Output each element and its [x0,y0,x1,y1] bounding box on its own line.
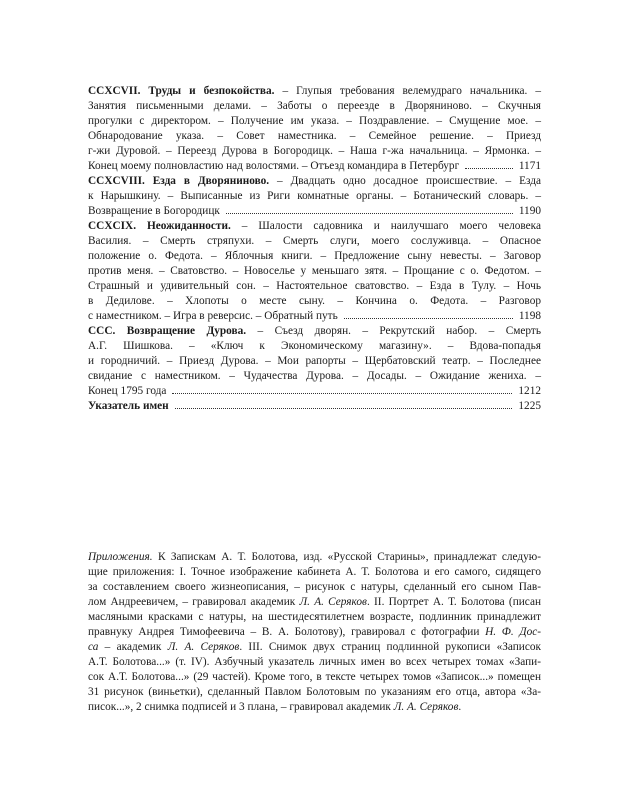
toc-line: – Шалости садовника и наилучшаго моего человека [230,220,541,232]
toc-line: положение о. Федота. – Яблочныя книги. – Предложение сыну невесты. – Заговор [88,250,541,262]
toc-entry-ccxcvii [88,84,541,174]
toc-line: в Дедилове. – Хлопоты о месте сыну. – Кончина о. Федота. – Разговор [88,295,541,307]
toc-line: – Двадцать одно досадное происшествие. – Езда [269,175,541,187]
toc-line: Конец моему полновластию над волостями. – Отъезд командира в Петербург [88,160,460,172]
toc-line: свидание с наместником. – Чудачества Дурова. – Досады. – Ожидание жениха. – [88,370,541,382]
toc-line: Василия. – Смерть стряпухи. – Смерть слуги, моего сослуживца. – Опасное [88,235,541,247]
page-number: 1171 [518,160,541,172]
page-number: 1212 [518,385,541,397]
appendix-text: – академик [98,641,168,653]
appendix-text: правнуку Андрея Тимофеевича – В. А. Болотову), гравировал с фотографии [88,626,486,638]
appendix-text: . III. Снимок двух страниц подлинной рукописи «Записок [239,641,541,653]
page-number: 1225 [518,400,541,412]
table-of-contents [88,84,541,414]
appendix-label: Приложения. [88,551,153,563]
appendix-text: писок...», 2 снимка подписей и 3 плана, – гравировал академик [88,701,394,713]
dot-leader [172,393,512,394]
toc-entry-ccxcix [88,219,541,324]
toc-line: прогулки с директором. – Получение им указа. – Поздравление. – Смущение мое. – [88,115,541,127]
toc-heading: CCXCIX. Неожиданности. [88,220,231,232]
toc-entry-ccxcviii [88,174,541,219]
toc-line: Занятия письменными делами. – Заботы о переезде в Дворяниново. – Скучныя [88,100,541,112]
appendix-text: за составлением своего жизнеописания, – рисунок с натуры, сделанный его сыном Пав- [88,581,541,593]
dot-leader [465,168,513,169]
appendix-text: К Запискам А. Т. Болотова, изд. «Русской Старины», принадлежат следую- [152,551,541,563]
dot-leader [226,213,513,214]
toc-heading: Указатель имен [88,400,169,412]
page-number: 1198 [518,310,541,322]
toc-line: Страшный и удивительный сон. – Настоятельное сватовство. – Езда в Тулу. – Ночь [88,280,541,292]
toc-line: Конец 1795 года [88,385,167,397]
toc-line: с наместником. – Игра в реверсис. – Обратный путь [88,310,338,322]
engraver-name: Л. А. Серяков [393,701,459,713]
appendix-text: сок А.Т. Болотова...» (29 частей). Кроме того, в тексте четырех томов «Записок...» помещен [88,671,541,683]
toc-entry-index [88,399,541,414]
toc-heading: CCC. Возвращение Дурова. [88,325,247,337]
photographer-name-cont: са [88,641,99,653]
toc-line: А.Г. Шишкова. – «Ключ к Экономическому магазину». – Вдова-попадья [88,340,541,352]
appendix-text: . [458,701,462,713]
toc-line: Обнародование указа. – Совет наместника. – Семейное решение. – Приезд [88,130,541,142]
toc-heading: CCXCVII. Труды и безпокойства. [88,85,275,97]
appendix-note [88,550,541,715]
appendix-text: масляными красками с натуры, на шестидесятилетнем возрасте, подлинник принадлежит [88,611,541,623]
appendix-text: лом Андреевичем, – гравировал академик [88,596,300,608]
toc-line: г-жи Дуровой. – Переезд Дурова в Богородицк. – Наша г-жа начальница. – Ярмонка. – [88,145,541,157]
appendix-text: щие приложения: I. Точное изображение кабинета А. Т. Болотова и его самого, сидящего [88,566,541,578]
appendix-text: 31 рисунок (виньетки), сделанный Павлом Болотовым по указаниям его отца, автора «За- [88,686,541,698]
engraver-name: Л. А. Серяков [299,596,367,608]
appendix-text: А.Т. Болотова...» (т. IV). Азбучный указатель личных имен во всех четырех томах «Запи- [88,656,541,668]
appendix-text: . II. Портрет А. Т. Болотова (писан [366,596,541,608]
toc-line: к Нарышкину. – Выписанные из Риги комнатные органы. – Ботанический словарь. – [88,190,541,202]
toc-line: – Съезд дворян. – Рекрутский набор. – Смерть [246,325,541,337]
dot-leader [175,408,513,409]
engraver-name: Л. А. Серяков [167,641,240,653]
toc-heading: CCXCVIII. Езда в Дворяниново. [88,175,270,187]
photographer-name: Н. Ф. Дос- [485,626,541,638]
toc-line: против меня. – Сватовство. – Новоселье у меньшаго зятя. – Прощание с о. Федотом. – [88,265,541,277]
dot-leader [344,318,513,319]
toc-entry-ccc [88,324,541,399]
toc-line: Возвращение в Богородицк [88,205,220,217]
page-number: 1190 [518,205,541,217]
toc-line: и городничий. – Приезд Дурова. – Мои рапорты – Щербатовский театр. – Последнее [88,355,541,367]
toc-line: – Глупыя требования велемудраго начальника. – [274,85,541,97]
